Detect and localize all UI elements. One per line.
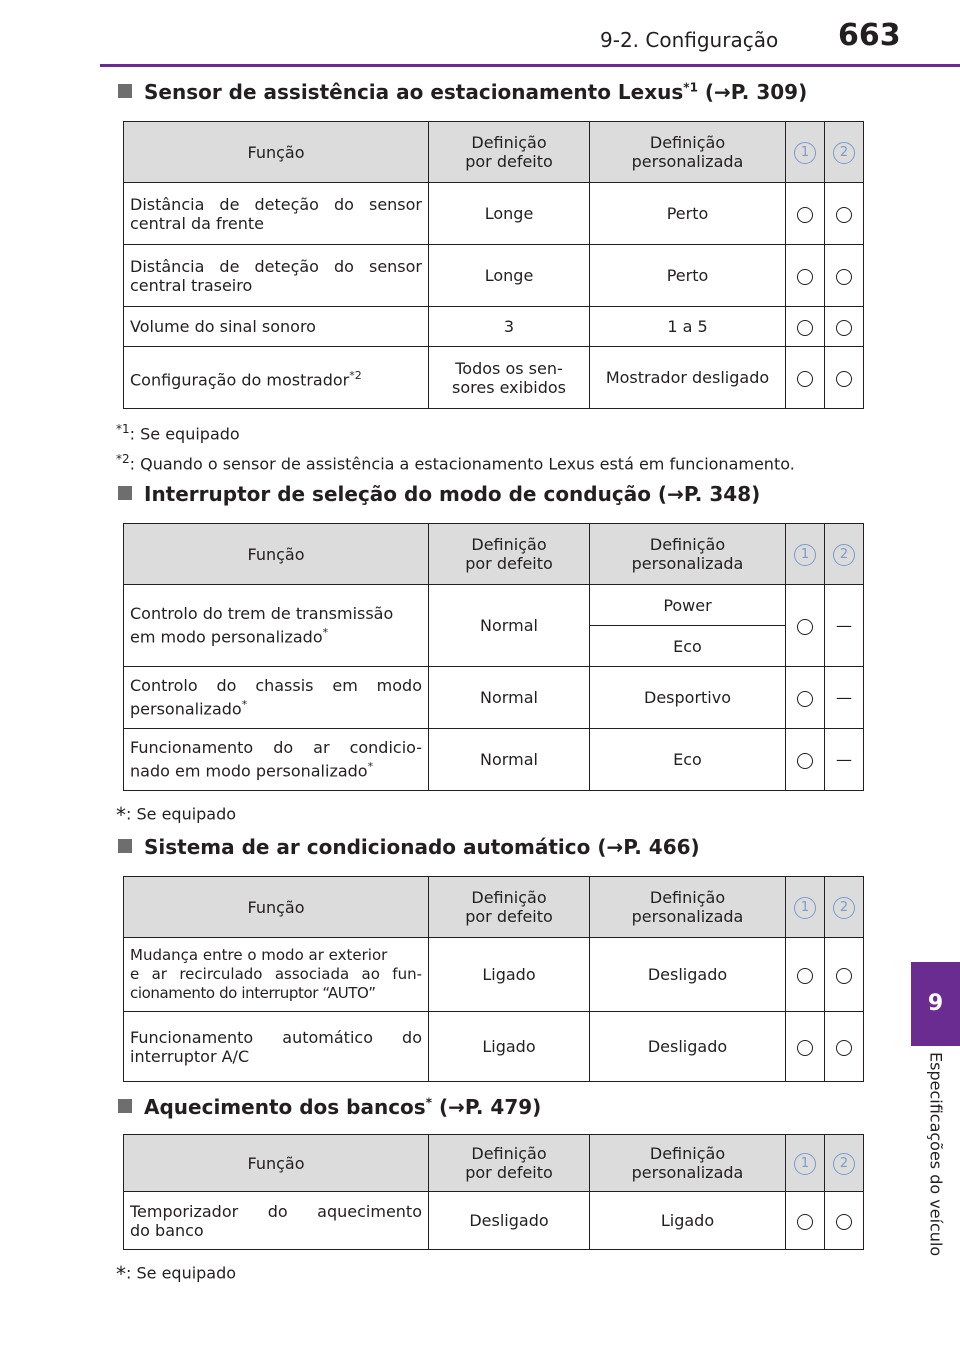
function-cell: Funcionamento do ar condicio- nado em modo personalizado* bbox=[124, 729, 429, 791]
number-2-icon: 2 bbox=[833, 544, 855, 566]
custom-cell: Power bbox=[590, 585, 786, 626]
table-row bbox=[124, 183, 864, 245]
square-bullet-icon bbox=[118, 486, 132, 500]
table-row bbox=[124, 1012, 864, 1082]
page-reference: (→P. 348) bbox=[657, 482, 761, 506]
method-1-cell bbox=[786, 667, 825, 729]
settings-table-drive-mode bbox=[123, 523, 864, 791]
function-cell: Mudança entre o modo ar exterior e ar recirculado associada ao fun- cionamento do interruptor “AUTO” bbox=[124, 938, 429, 1012]
custom-cell: Eco bbox=[590, 729, 786, 791]
table-row bbox=[124, 585, 864, 626]
col-header-method-1 bbox=[786, 1135, 825, 1192]
circle-icon bbox=[797, 1214, 813, 1230]
circle-icon bbox=[836, 371, 852, 387]
col-header-method-2 bbox=[825, 1135, 864, 1192]
footnote-mark: * bbox=[322, 626, 329, 640]
page-header bbox=[0, 0, 960, 70]
number-2-icon: 2 bbox=[833, 142, 855, 164]
circle-icon bbox=[797, 619, 813, 635]
method-1-cell bbox=[786, 585, 825, 667]
header-section-title: 9-2. Configuração bbox=[600, 28, 779, 52]
circle-icon bbox=[797, 269, 813, 285]
circle-icon bbox=[797, 1040, 813, 1056]
circle-icon bbox=[797, 207, 813, 223]
col-header-method-1 bbox=[786, 877, 825, 938]
method-1-cell bbox=[786, 1012, 825, 1082]
col-header-method-2 bbox=[825, 877, 864, 938]
default-cell: Todos os sen- sores exibidos bbox=[429, 347, 590, 409]
custom-cell: Desportivo bbox=[590, 667, 786, 729]
method-1-cell bbox=[786, 183, 825, 245]
custom-cell: Perto bbox=[590, 183, 786, 245]
chapter-label: Especificações do veículo bbox=[926, 1052, 946, 1257]
footnote-mark: *1 bbox=[683, 80, 698, 95]
col-header-default: Definição por defeito bbox=[429, 524, 590, 585]
header-rule bbox=[100, 64, 960, 67]
method-1-cell bbox=[786, 245, 825, 307]
col-header-custom: Definição personalizada bbox=[590, 524, 786, 585]
circle-icon bbox=[797, 968, 813, 984]
settings-table-seat-heating bbox=[123, 1134, 864, 1250]
method-1-cell bbox=[786, 938, 825, 1012]
custom-cell: 1 a 5 bbox=[590, 307, 786, 347]
custom-cell: Eco bbox=[590, 626, 786, 667]
section-title-auto-ac bbox=[118, 835, 700, 859]
circle-icon bbox=[836, 1214, 852, 1230]
page-reference: (→P. 309) bbox=[704, 80, 808, 104]
footnote: *: Se equipado bbox=[116, 803, 237, 827]
section-title-drive-mode bbox=[118, 482, 760, 506]
custom-cell: Desligado bbox=[590, 1012, 786, 1082]
function-cell: Controlo do chassis em modo personalizado* bbox=[124, 667, 429, 729]
square-bullet-icon bbox=[118, 1099, 132, 1113]
default-cell: Longe bbox=[429, 245, 590, 307]
footnote: $^{*1}$: Se equipado bbox=[116, 422, 240, 444]
col-header-funcao: Função bbox=[124, 877, 429, 938]
method-2-cell bbox=[825, 307, 864, 347]
col-header-funcao: Função bbox=[124, 1135, 429, 1192]
method-2-cell bbox=[825, 1012, 864, 1082]
number-1-icon: 1 bbox=[794, 544, 816, 566]
circle-icon bbox=[797, 320, 813, 336]
default-cell: Normal bbox=[429, 585, 590, 667]
page-reference: (→P. 479) bbox=[438, 1095, 542, 1119]
circle-icon bbox=[836, 320, 852, 336]
table-row bbox=[124, 1192, 864, 1250]
square-bullet-icon bbox=[118, 84, 132, 98]
custom-cell: Mostrador desligado bbox=[590, 347, 786, 409]
table-row bbox=[124, 667, 864, 729]
number-1-icon: 1 bbox=[794, 897, 816, 919]
section-title-parking-sensor bbox=[118, 80, 807, 104]
custom-cell: Perto bbox=[590, 245, 786, 307]
method-2-cell: — bbox=[825, 667, 864, 729]
circle-icon bbox=[797, 753, 813, 769]
function-cell: Distância de deteção do sensor central da frente bbox=[124, 183, 429, 245]
col-header-funcao: Função bbox=[124, 524, 429, 585]
footnote-mark: * bbox=[425, 1095, 432, 1110]
footnote-mark: * bbox=[241, 698, 248, 712]
default-cell: Desligado bbox=[429, 1192, 590, 1250]
custom-cell: Ligado bbox=[590, 1192, 786, 1250]
circle-icon bbox=[797, 691, 813, 707]
method-1-cell bbox=[786, 307, 825, 347]
table-header-row bbox=[124, 877, 864, 938]
col-header-funcao: Função bbox=[124, 122, 429, 183]
square-bullet-icon bbox=[118, 839, 132, 853]
default-cell: Normal bbox=[429, 729, 590, 791]
circle-icon bbox=[836, 1040, 852, 1056]
default-cell: 3 bbox=[429, 307, 590, 347]
circle-icon bbox=[836, 207, 852, 223]
number-2-icon: 2 bbox=[833, 1153, 855, 1175]
col-header-method-2 bbox=[825, 122, 864, 183]
settings-table-auto-ac bbox=[123, 876, 864, 1082]
circle-icon bbox=[797, 371, 813, 387]
footnote-mark: * bbox=[367, 760, 374, 774]
method-2-cell bbox=[825, 347, 864, 409]
footnote: $^{*2}$: Quando o sensor de assistência a estacionamento Lexus está em funcionamento. bbox=[116, 452, 795, 474]
col-header-custom: Definição personalizada bbox=[590, 122, 786, 183]
method-2-cell bbox=[825, 183, 864, 245]
circle-icon bbox=[836, 269, 852, 285]
page-number: 663 bbox=[838, 18, 901, 53]
method-2-cell bbox=[825, 245, 864, 307]
method-1-cell bbox=[786, 729, 825, 791]
number-1-icon: 1 bbox=[794, 1153, 816, 1175]
chapter-tab: 9 bbox=[911, 962, 960, 1046]
method-2-cell: — bbox=[825, 729, 864, 791]
table-row bbox=[124, 729, 864, 791]
default-cell: Ligado bbox=[429, 1012, 590, 1082]
table-header-row bbox=[124, 524, 864, 585]
col-header-method-1 bbox=[786, 122, 825, 183]
function-cell: Configuração do mostrador$^{*2}$ bbox=[124, 347, 429, 409]
table-header-row bbox=[124, 1135, 864, 1192]
section-title-text: Sensor de assistência ao estacionamento Lexus bbox=[144, 80, 684, 104]
col-header-method-1 bbox=[786, 524, 825, 585]
table-row bbox=[124, 347, 864, 409]
footnote: *: Se equipado bbox=[116, 1262, 237, 1286]
col-header-default: Definição por defeito bbox=[429, 1135, 590, 1192]
method-1-cell bbox=[786, 1192, 825, 1250]
section-title-text: Aquecimento dos bancos bbox=[144, 1095, 426, 1119]
method-2-cell: — bbox=[825, 585, 864, 667]
footnote-mark: *2 bbox=[349, 368, 362, 382]
col-header-default: Definição por defeito bbox=[429, 122, 590, 183]
section-title-seat-heating bbox=[118, 1095, 541, 1119]
function-cell: Funcionamento automático do interruptor A/C bbox=[124, 1012, 429, 1082]
method-2-cell bbox=[825, 1192, 864, 1250]
col-header-method-2 bbox=[825, 524, 864, 585]
table-header-row bbox=[124, 122, 864, 183]
default-cell: Longe bbox=[429, 183, 590, 245]
number-1-icon: 1 bbox=[794, 142, 816, 164]
table-row bbox=[124, 938, 864, 1012]
function-cell: Volume do sinal sonoro bbox=[124, 307, 429, 347]
page-reference: (→P. 466) bbox=[597, 835, 700, 859]
table-row bbox=[124, 245, 864, 307]
function-cell: Temporizador do aquecimento do banco bbox=[124, 1192, 429, 1250]
col-header-custom: Definição personalizada bbox=[590, 877, 786, 938]
custom-cell: Desligado bbox=[590, 938, 786, 1012]
table-row bbox=[124, 307, 864, 347]
settings-table-parking-sensor bbox=[123, 121, 864, 409]
col-header-custom: Definição personalizada bbox=[590, 1135, 786, 1192]
section-title-text: Interruptor de seleção do modo de condução bbox=[144, 482, 651, 506]
col-header-default: Definição por defeito bbox=[429, 877, 590, 938]
circle-icon bbox=[836, 968, 852, 984]
number-2-icon: 2 bbox=[833, 897, 855, 919]
default-cell: Normal bbox=[429, 667, 590, 729]
section-title-text: Sistema de ar condicionado automático bbox=[144, 835, 591, 859]
method-1-cell bbox=[786, 347, 825, 409]
function-cell: Distância de deteção do sensor central traseiro bbox=[124, 245, 429, 307]
method-2-cell bbox=[825, 938, 864, 1012]
default-cell: Ligado bbox=[429, 938, 590, 1012]
function-cell: Controlo do trem de transmissão em modo personalizado* bbox=[124, 585, 429, 667]
